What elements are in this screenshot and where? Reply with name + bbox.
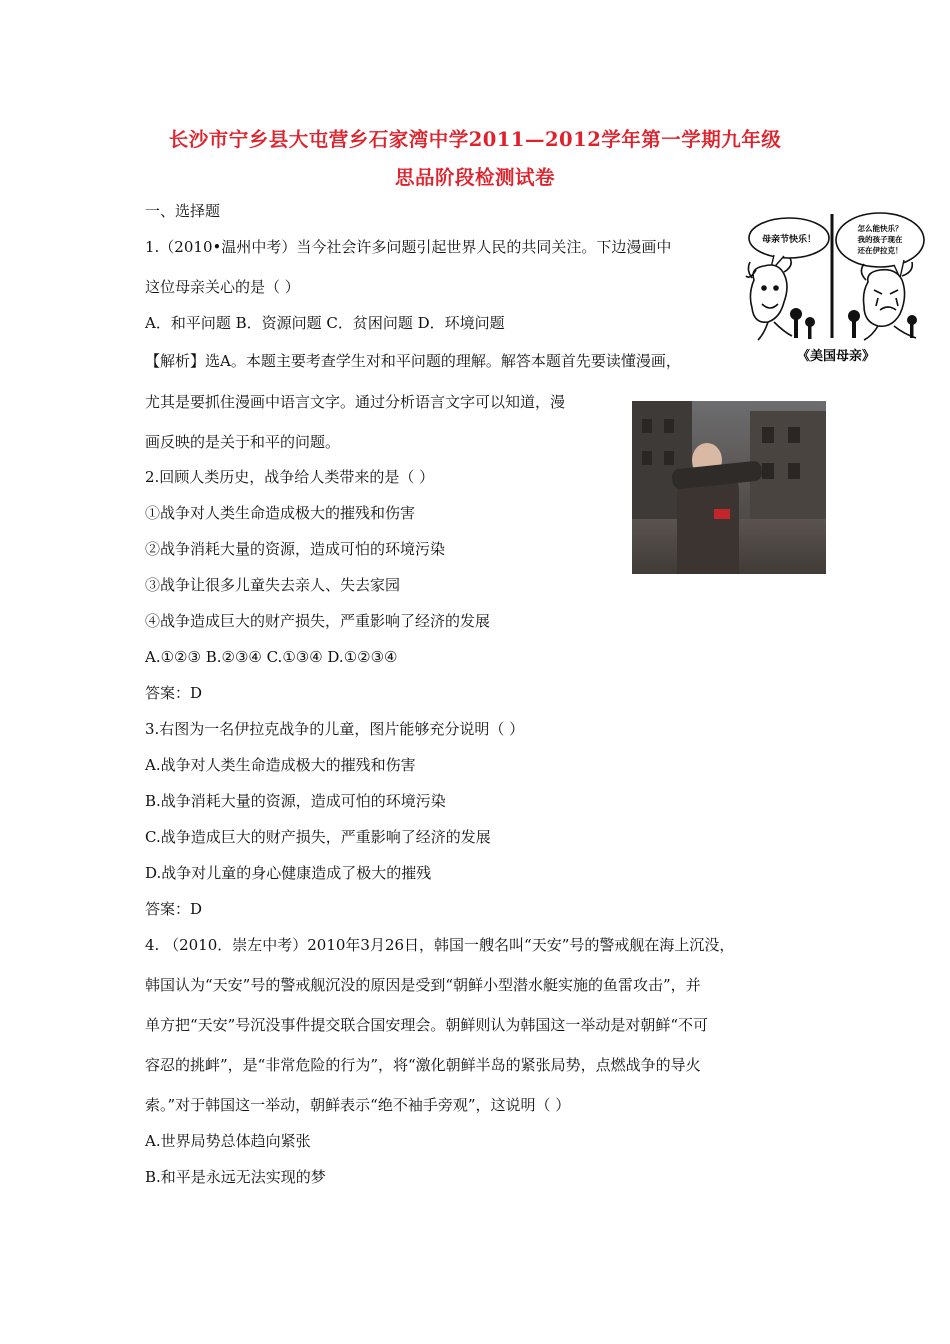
bubble-right-text-3: 还在伊拉克！ [857,246,903,255]
q4-option-a: A.世界局势总体趋向紧张 [145,1132,311,1150]
q4-stem-line-2: 韩国认为“天安”号的警戒舰沉没的原因是受到“朝鲜小型潜水艇实施的鱼雷攻击”，并 [145,976,701,994]
q3-stem: 3.右图为一名伊拉克战争的儿童，图片能够充分说明（ ） [145,720,525,738]
child-figure [677,475,739,574]
red-armband [714,509,730,519]
q1-stem-line-1: 1.（2010•温州中考）当今社会许多问题引起世界人民的共同关注。下边漫画中 [145,238,672,256]
q2-item-3: ③战争让很多儿童失去亲人、失去家园 [145,576,401,594]
bubble-left-text: 母亲节快乐！ [761,235,817,245]
american-mother-cartoon [744,210,928,370]
q2-answer: 答案：D [145,684,203,702]
page-title-line-2: 思品阶段检测试卷 [394,166,555,189]
q3-answer: 答案：D [145,900,203,918]
q1-analysis-line-2: 尤其是要抓住漫画中语言文字。通过分析语言文字可以知道，漫 [145,393,566,411]
section-heading: 一、选择题 [145,202,221,220]
q3-option-d: D.战争对儿童的身心健康造成了极大的摧残 [145,864,432,882]
page-title-line-1: 长沙市宁乡县大屯营乡石家湾中学2011—2012学年第一学期九年级 [168,128,782,151]
q1-stem-line-2: 这位母亲关心的是（ ） [145,278,300,296]
q4-option-b: B.和平是永远无法实现的梦 [145,1168,326,1186]
q2-item-1: ①战争对人类生命造成极大的摧残和伤害 [145,504,416,522]
q3-option-c: C.战争造成巨大的财产损失，严重影响了经济的发展 [145,828,491,846]
q4-stem-line-3: 单方把“天安”号沉没事件提交联合国安理会。朝鲜则认为韩国这一举动是对朝鲜“不可 [145,1016,709,1034]
q4-stem-line-4: 容忍的挑衅”，是“非常危险的行为”，将“激化朝鲜半岛的紧张局势，点燃战争的导火 [145,1056,701,1074]
q2-stem: 2.回顾人类历史，战争给人类带来的是（ ） [145,468,435,486]
q3-option-b: B.战争消耗大量的资源，造成可怕的环境污染 [145,792,446,810]
bubble-right-text-1: 怎么能快乐？ [857,224,903,233]
iraq-war-child-photo [632,401,826,574]
q1-analysis-line-3: 画反映的是关于和平的问题。 [145,433,341,451]
bubble-right-text-2: 我的孩子现在 [857,235,903,244]
q1-options: A．和平问题 B．资源问题 C．贫困问题 D．环境问题 [145,314,505,332]
q4-stem-line-1: 4. （2010．崇左中考）2010年3月26日，韩国一艘名叫“天安”号的警戒舰在海上沉没， [145,936,735,954]
q1-analysis-line-1: 【解析】选A。本题主要考查学生对和平问题的理解。解答本题首先要读懂漫画， [145,352,681,370]
cartoon-caption: 《美国母亲》 [796,349,876,364]
q2-options: A.①②③ B.②③④ C.①③④ D.①②③④ [145,648,398,666]
q2-item-4: ④战争造成巨大的财产损失，严重影响了经济的发展 [145,612,491,630]
q2-item-2: ②战争消耗大量的资源，造成可怕的环境污染 [145,540,446,558]
q4-stem-line-5: 索。”对于韩国这一举动，朝鲜表示“绝不袖手旁观”，这说明（ ） [145,1096,571,1114]
q3-option-a: A.战争对人类生命造成极大的摧残和伤害 [145,756,416,774]
